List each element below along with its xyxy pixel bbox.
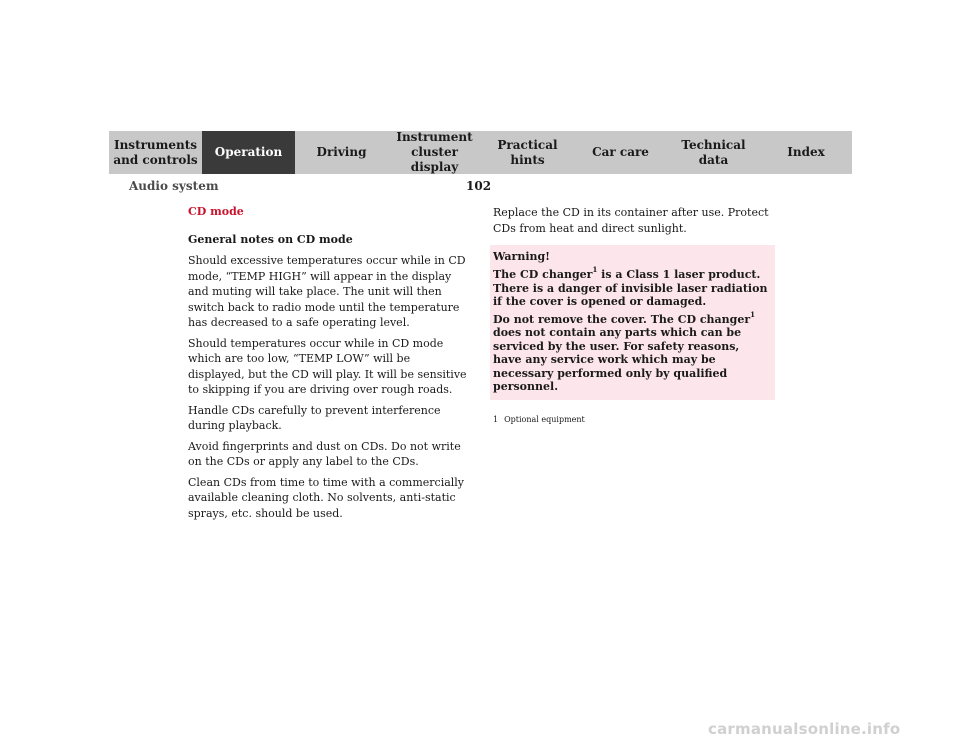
tab-technical-data[interactable]: Technical data — [667, 131, 760, 174]
footnote — [493, 415, 775, 424]
warning-laser-text: The CD changer$^1$ is a Class 1 laser product. There is a danger of invisible laser radiation if the cover is opened or damaged. — [493, 265, 768, 308]
footnote-number: 1 — [493, 414, 499, 424]
watermark-text: carmanualsonline.info — [708, 720, 901, 738]
paragraph-cleaning: Clean CDs from time to time with a commercially available cleaning cloth. No solvents, anti-static sprays, etc. should be used. — [188, 475, 465, 520]
cd-mode-heading: CD mode — [188, 205, 244, 218]
page-number: 102 — [466, 179, 492, 193]
warning-box — [490, 245, 775, 400]
paragraph-handle-cds: Handle CDs carefully to prevent interference during playback. — [188, 403, 441, 432]
tab-car-care[interactable]: Car care — [574, 131, 667, 174]
paragraph-replace-cd: Replace the CD in its container after use. Protect CDs from heat and direct sunlight. — [493, 206, 769, 235]
footnote-ref: 1 — [592, 265, 598, 275]
section-title: Audio system — [129, 179, 219, 193]
tab-operation[interactable]: Operation — [202, 131, 295, 174]
footnote-text: Optional equipment — [504, 414, 585, 424]
paragraph-fingerprints: Avoid fingerprints and dust on CDs. Do not write on the CDs or apply any label to the CDs. — [188, 439, 461, 468]
warning-cover-text: Do not remove the cover. The CD changer$^1$ does not contain any parts which can be serviced by the user. For safety reasons, have any service work which may be necessary performed only by qualified personnel. — [493, 309, 756, 393]
chapter-tab-bar — [109, 131, 852, 174]
tab-instrument-cluster-display[interactable]: Instrument cluster display — [388, 131, 481, 174]
tab-index[interactable]: Index — [760, 131, 852, 174]
paragraph-temp-high: Should excessive temperatures occur while in CD mode, “TEMP HIGH” will appear in the display and muting will take place. The unit will then switch back to radio mode until the temperature has decreased to a safe operating level. — [188, 254, 466, 329]
tab-instruments-and-controls[interactable]: Instruments and controls — [109, 131, 202, 174]
footnote-ref: 1 — [750, 309, 756, 319]
right-column — [493, 205, 775, 424]
left-column — [188, 205, 470, 526]
paragraph-temp-low: Should temperatures occur while in CD mode which are too low, “TEMP LOW” will be displayed, but the CD will play. It will be sensitive to skipping if you are driving over rough roads. — [188, 336, 467, 396]
tab-driving[interactable]: Driving — [295, 131, 388, 174]
general-notes-heading: General notes on CD mode — [188, 233, 353, 246]
warning-title: Warning! — [493, 250, 551, 263]
tab-practical-hints[interactable]: Practical hints — [481, 131, 574, 174]
